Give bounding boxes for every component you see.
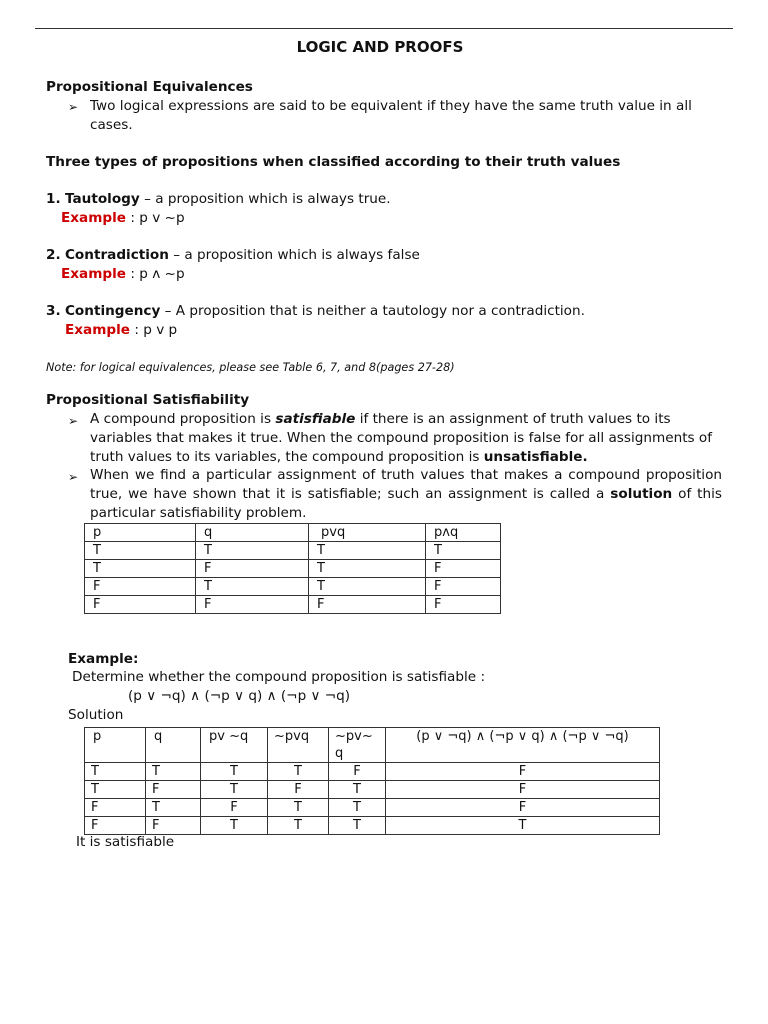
example-label: Example xyxy=(65,322,131,338)
table-header: q xyxy=(196,524,309,542)
table-header: (p ∨ ¬q) ∧ (¬p ∨ q) ∧ (¬p ∨ ¬q) xyxy=(386,728,660,763)
table-header: pʌq xyxy=(426,524,501,542)
type-desc: – a proposition which is always false xyxy=(168,247,420,263)
table-cell: T xyxy=(309,560,426,578)
table-cell: F xyxy=(85,817,146,835)
table-cell: F xyxy=(386,763,660,781)
example-text: : p ʌ ~p xyxy=(126,266,185,282)
section-heading-satisfiability: Propositional Satisfiability xyxy=(46,392,250,408)
table-cell: T xyxy=(201,781,268,799)
table-header: p xyxy=(85,728,146,763)
table-cell: F xyxy=(85,596,196,614)
table-row xyxy=(85,596,501,614)
table-cell: T xyxy=(85,542,196,560)
example-text: : p v ~p xyxy=(126,210,185,226)
table-cell: F xyxy=(196,596,309,614)
table-cell: F xyxy=(426,578,501,596)
table-header: pvq xyxy=(309,524,426,542)
table-cell: F xyxy=(146,781,201,799)
table-header-row xyxy=(85,524,501,542)
table-header-row xyxy=(85,728,660,763)
table-cell: T xyxy=(85,560,196,578)
table-cell: F xyxy=(201,799,268,817)
type-term: Tautology xyxy=(64,191,140,207)
table-row xyxy=(85,817,660,835)
table-cell: F xyxy=(329,763,386,781)
table-row xyxy=(85,560,501,578)
text: if there is an assignment of truth values to its variables that makes it true. When the compound proposition is false for all assignments of truth values to its variables, the compound proposition is xyxy=(90,411,713,465)
example-question: Determine whether the compound proposition is satisfiable : xyxy=(72,669,486,685)
truth-table-pq xyxy=(84,523,501,614)
table-header: pv ~q xyxy=(201,728,268,763)
truth-table-example xyxy=(84,727,660,835)
type-term: Contradiction xyxy=(64,247,169,263)
table-cell: T xyxy=(268,799,329,817)
type-number: 3. xyxy=(46,303,61,319)
term-solution: solution xyxy=(610,485,673,502)
type-number: 2. xyxy=(46,247,61,263)
table-cell: F xyxy=(146,817,201,835)
table-cell: F xyxy=(196,560,309,578)
section-heading-equivalences: Propositional Equivalences xyxy=(46,79,253,95)
page-title: LOGIC AND PROOFS xyxy=(296,38,464,56)
table-header: p xyxy=(85,524,196,542)
table-cell: F xyxy=(386,781,660,799)
example-label: Example xyxy=(61,210,127,226)
table-cell: F xyxy=(386,799,660,817)
table-header: ~pvq xyxy=(268,728,329,763)
table-cell: T xyxy=(201,763,268,781)
type-number: 1. xyxy=(46,191,61,207)
table-cell: T xyxy=(309,542,426,560)
term-satisfiable: satisfiable xyxy=(275,411,356,427)
table-cell: T xyxy=(196,542,309,560)
table-row xyxy=(85,578,501,596)
table-cell: F xyxy=(426,560,501,578)
table-cell: F xyxy=(426,596,501,614)
bullet-arrow-icon: ➢ xyxy=(68,100,79,114)
table-row xyxy=(85,542,501,560)
table-cell: F xyxy=(268,781,329,799)
text: of this particular satisfiability problem. xyxy=(90,485,722,521)
conclusion-text: It is satisfiable xyxy=(76,834,175,850)
solution-label: Solution xyxy=(68,707,124,723)
type-desc: – A proposition that is neither a tautology nor a contradiction. xyxy=(160,303,585,319)
table-cell: T xyxy=(329,781,386,799)
type-tautology xyxy=(46,191,391,207)
solution-definition xyxy=(90,466,722,522)
table-cell: T xyxy=(85,781,146,799)
type-contingency xyxy=(46,303,585,319)
table-cell: T xyxy=(329,817,386,835)
table-cell: T xyxy=(309,578,426,596)
top-rule xyxy=(35,28,733,29)
types-heading: Three types of propositions when classified according to their truth values xyxy=(46,154,621,170)
type-term: Contingency xyxy=(64,303,161,319)
table-row xyxy=(85,799,660,817)
example-expression: (p ∨ ¬q) ∧ (¬p ∨ q) ∧ (¬p ∨ ¬q) xyxy=(128,688,351,704)
example-label: Example: xyxy=(68,651,139,667)
table-row xyxy=(85,781,660,799)
satisfiable-definition xyxy=(90,410,722,466)
type-desc: – a proposition which is always true. xyxy=(139,191,391,207)
bullet-arrow-icon: ➢ xyxy=(68,470,79,484)
table-cell: F xyxy=(85,578,196,596)
table-cell: T xyxy=(268,817,329,835)
table-cell: T xyxy=(85,763,146,781)
equivalence-note: Note: for logical equivalences, please see Table 6, 7, and 8(pages 27-28) xyxy=(46,361,455,374)
equivalence-definition: Two logical expressions are said to be equivalent if they have the same truth value in all cases. xyxy=(90,98,692,133)
table-cell: T xyxy=(426,542,501,560)
table-cell: T xyxy=(146,763,201,781)
table-cell: T xyxy=(201,817,268,835)
bullet-arrow-icon: ➢ xyxy=(68,414,79,428)
table-cell: T xyxy=(268,763,329,781)
type-contradiction xyxy=(46,247,420,263)
text: A compound proposition is xyxy=(90,411,276,427)
contingency-example xyxy=(65,322,177,338)
table-cell: T xyxy=(386,817,660,835)
term-unsatisfiable: unsatisfiable. xyxy=(483,448,588,465)
example-text: : p v p xyxy=(130,322,178,338)
text: When we find a particular assignment of truth values that makes a compound proposition true, we have shown that it is satisfiable; such an assignment is called a xyxy=(90,467,722,502)
table-header: q xyxy=(146,728,201,763)
table-cell: F xyxy=(309,596,426,614)
contradiction-example xyxy=(61,266,185,282)
table-cell: T xyxy=(329,799,386,817)
table-header: ~pv~ q xyxy=(329,728,386,763)
table-cell: T xyxy=(146,799,201,817)
example-label: Example xyxy=(61,266,127,282)
table-cell: F xyxy=(85,799,146,817)
tautology-example xyxy=(61,210,185,226)
table-row xyxy=(85,763,660,781)
table-cell: T xyxy=(196,578,309,596)
